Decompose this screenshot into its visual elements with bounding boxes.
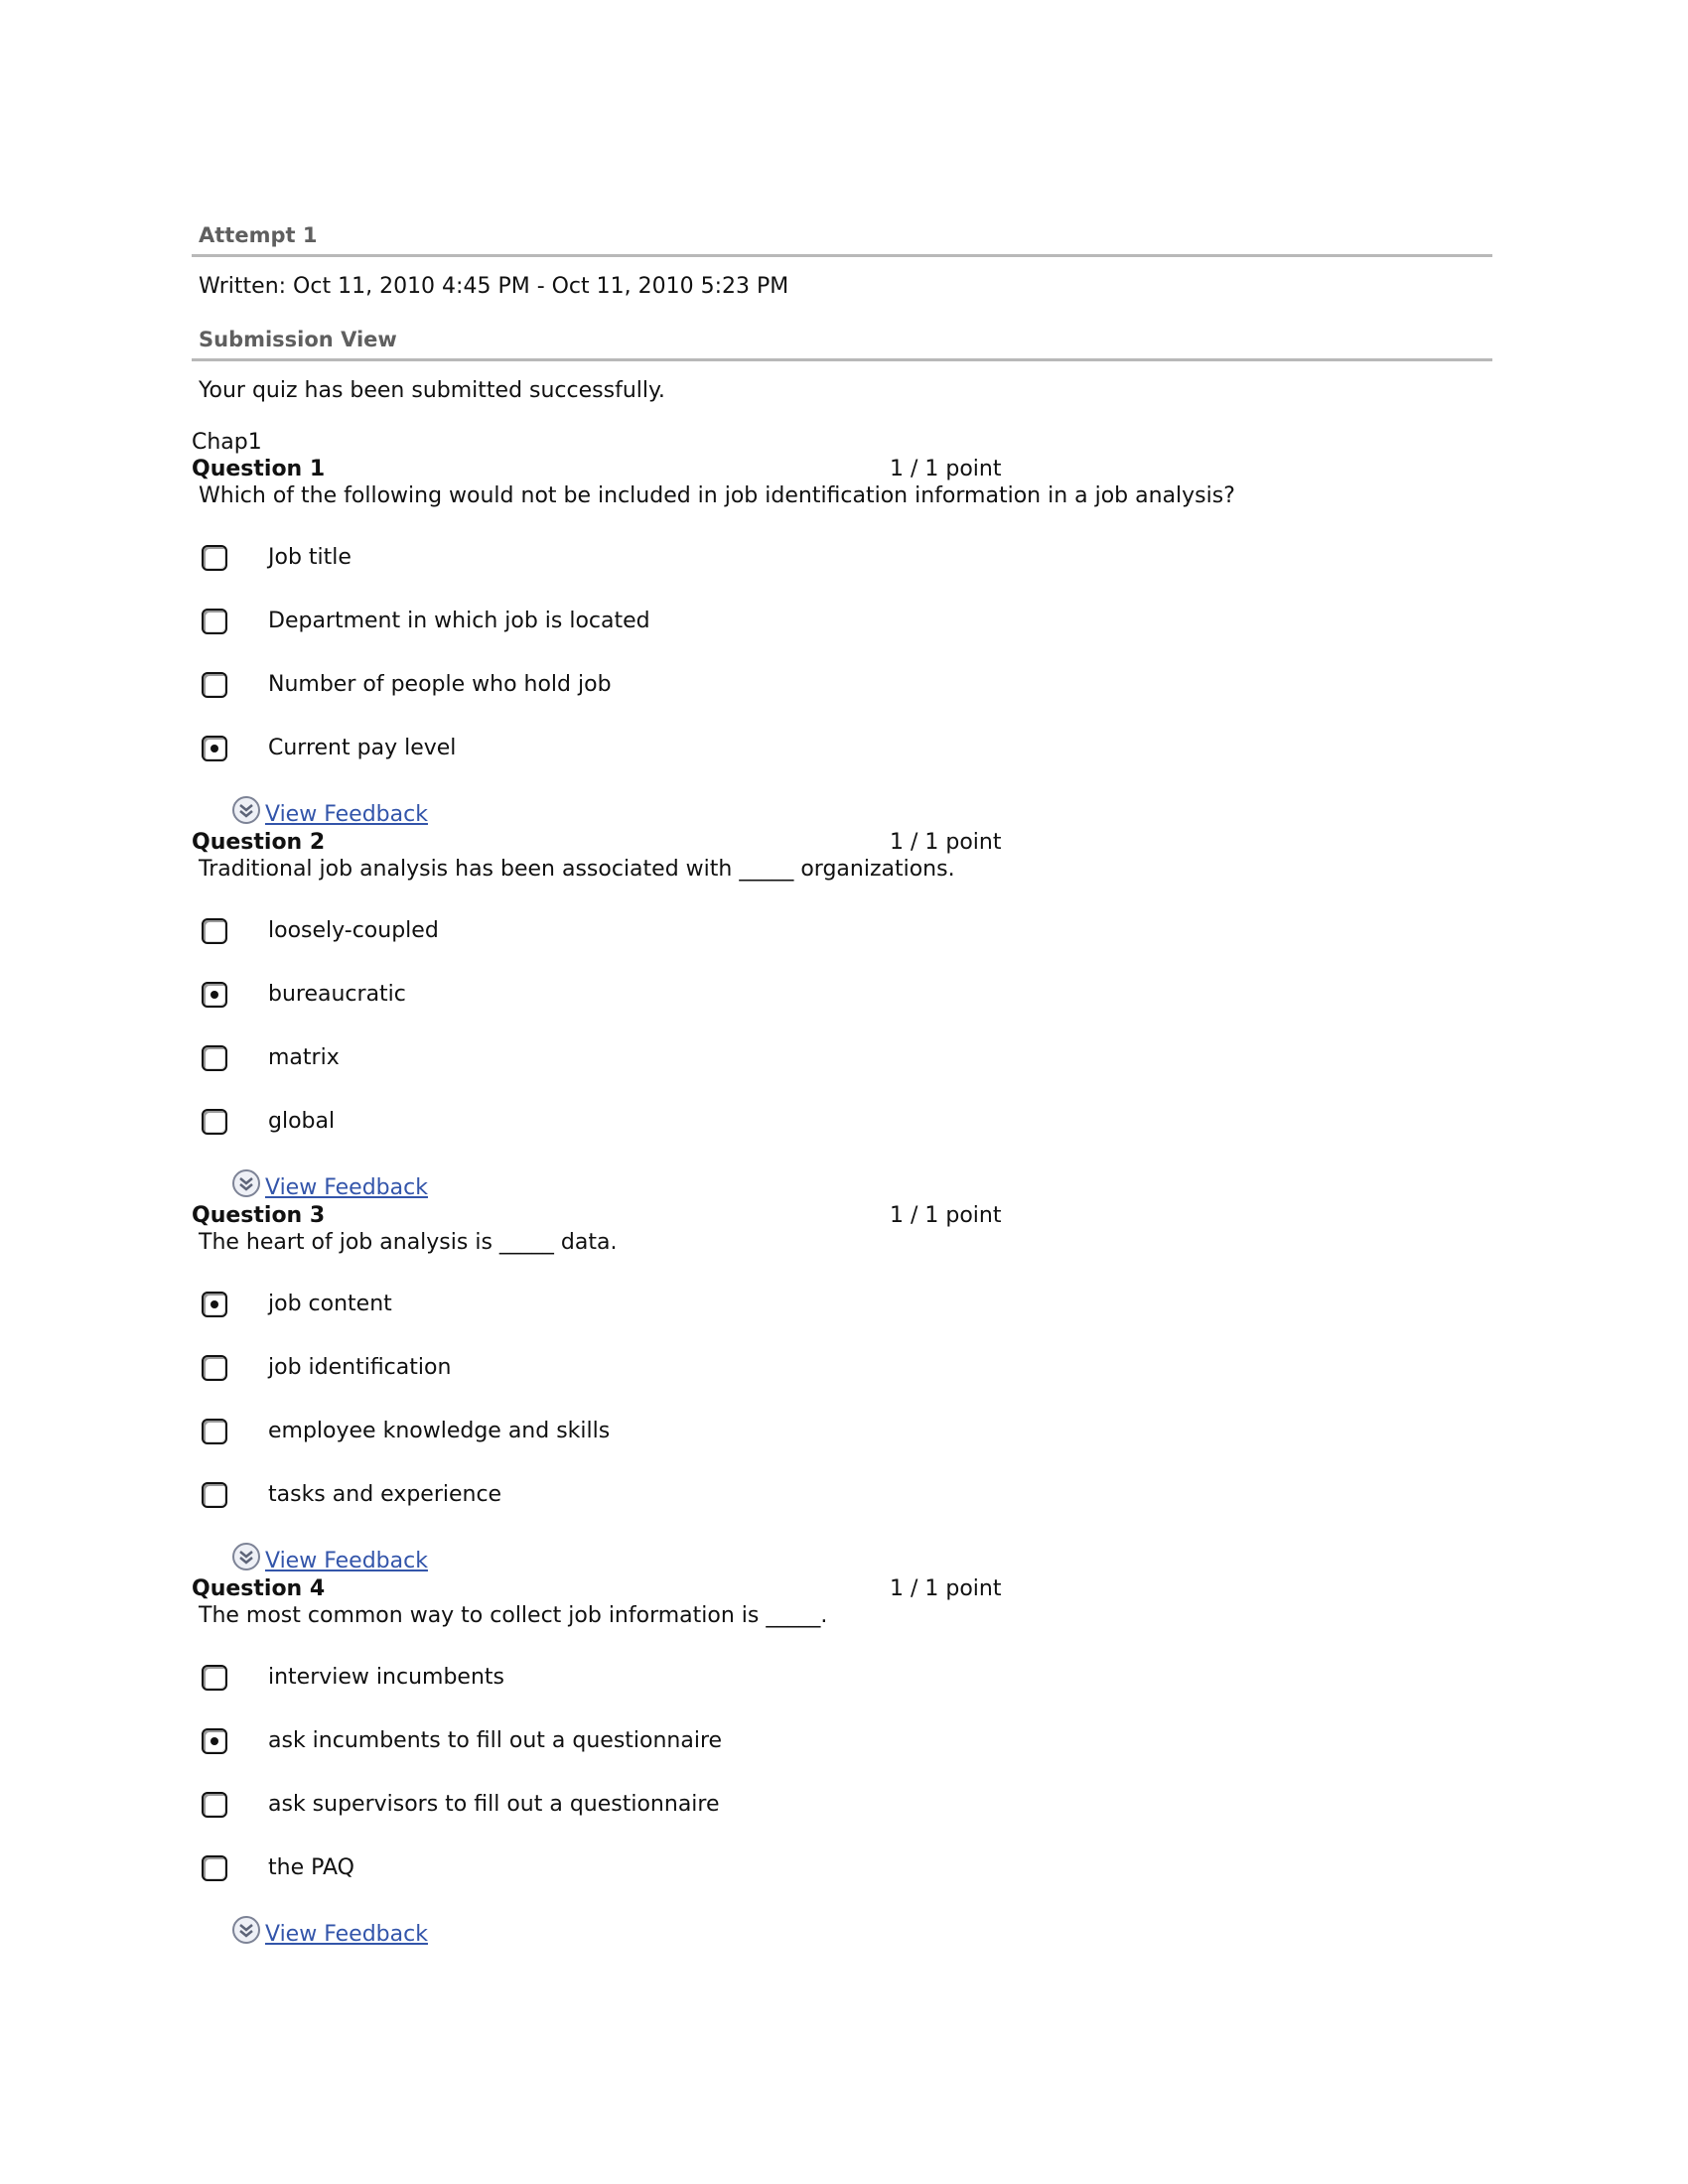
attempt-title: Attempt 1 (199, 223, 318, 247)
answer-label: Current pay level (268, 736, 457, 760)
question-score: 1 / 1 point (890, 1203, 1002, 1228)
answer-option (192, 1849, 1492, 1913)
answer-label: tasks and experience (268, 1482, 502, 1507)
view-feedback-link[interactable]: View Feedback (265, 1922, 428, 1947)
question-text: Which of the following would not be included in job identification information in a job analysis? (199, 483, 1235, 508)
attempt-divider (192, 254, 1492, 257)
question-text: The most common way to collect job information is _____. (199, 1603, 828, 1628)
answer-option (192, 730, 1492, 793)
answer-label: matrix (268, 1045, 340, 1070)
view-feedback-row (192, 1913, 1492, 1949)
chevron-down-circle-icon[interactable] (231, 1542, 261, 1571)
radio-unselected-icon[interactable] (202, 1792, 227, 1818)
question-label: Question 1 (192, 457, 326, 481)
answer-option (192, 1103, 1492, 1166)
quiz-submission-page (192, 220, 1492, 1949)
quiz-name: Chap1 (192, 430, 262, 455)
answer-label: job content (268, 1292, 392, 1316)
radio-unselected-icon[interactable] (202, 1355, 227, 1381)
question-score: 1 / 1 point (890, 830, 1002, 855)
question-label: Question 2 (192, 830, 326, 855)
view-feedback-link[interactable]: View Feedback (265, 1175, 428, 1200)
radio-selected-icon[interactable] (202, 982, 227, 1008)
view-feedback-row (192, 1166, 1492, 1202)
question-text: Traditional job analysis has been associated with _____ organizations. (199, 857, 955, 882)
question-block (192, 1202, 1492, 1575)
radio-unselected-icon[interactable] (202, 609, 227, 634)
question-text: The heart of job analysis is _____ data. (199, 1230, 618, 1255)
answer-option (192, 666, 1492, 730)
radio-unselected-icon[interactable] (202, 672, 227, 698)
answer-option (192, 539, 1492, 603)
answer-label: the PAQ (268, 1855, 354, 1880)
answer-option (192, 1039, 1492, 1103)
question-score: 1 / 1 point (890, 1576, 1002, 1601)
radio-selected-icon[interactable] (202, 736, 227, 761)
radio-unselected-icon[interactable] (202, 1419, 227, 1444)
answer-option (192, 1722, 1492, 1786)
answer-option (192, 976, 1492, 1039)
question-header (192, 456, 1492, 482)
question-list (192, 456, 1492, 1949)
question-header (192, 1575, 1492, 1602)
answer-label: job identification (268, 1355, 452, 1380)
answer-list (192, 1286, 1492, 1540)
answer-label: Department in which job is located (268, 609, 650, 633)
answer-label: Job title (268, 545, 352, 570)
chevron-down-circle-icon[interactable] (231, 795, 261, 825)
radio-unselected-icon[interactable] (202, 1482, 227, 1508)
answer-option (192, 1659, 1492, 1722)
submission-success-message: Your quiz has been submitted successfully. (199, 378, 665, 403)
answer-label: Number of people who hold job (268, 672, 612, 697)
answer-option (192, 1786, 1492, 1849)
view-feedback-row (192, 1540, 1492, 1575)
question-header (192, 1202, 1492, 1229)
answer-option (192, 1349, 1492, 1413)
radio-unselected-icon[interactable] (202, 1855, 227, 1881)
answer-list (192, 912, 1492, 1166)
view-feedback-link[interactable]: View Feedback (265, 1549, 428, 1573)
answer-list (192, 539, 1492, 793)
answer-label: global (268, 1109, 336, 1134)
answer-label: ask incumbents to fill out a questionnaire (268, 1728, 723, 1753)
question-score: 1 / 1 point (890, 457, 1002, 481)
question-block (192, 829, 1492, 1202)
answer-option (192, 603, 1492, 666)
answer-option (192, 1476, 1492, 1540)
answer-option (192, 1413, 1492, 1476)
question-header (192, 829, 1492, 856)
answer-label: employee knowledge and skills (268, 1419, 611, 1443)
radio-selected-icon[interactable] (202, 1292, 227, 1317)
chevron-down-circle-icon[interactable] (231, 1915, 261, 1945)
question-block (192, 456, 1492, 829)
radio-unselected-icon[interactable] (202, 918, 227, 944)
radio-unselected-icon[interactable] (202, 545, 227, 571)
answer-label: interview incumbents (268, 1665, 504, 1690)
question-block (192, 1575, 1492, 1949)
view-feedback-link[interactable]: View Feedback (265, 802, 428, 827)
radio-unselected-icon[interactable] (202, 1109, 227, 1135)
answer-label: loosely-coupled (268, 918, 439, 943)
answer-option (192, 912, 1492, 976)
submission-view-title: Submission View (199, 328, 397, 351)
submission-divider (192, 358, 1492, 361)
answer-label: bureaucratic (268, 982, 406, 1007)
question-label: Question 3 (192, 1203, 326, 1228)
question-label: Question 4 (192, 1576, 326, 1601)
answer-label: ask supervisors to fill out a questionnaire (268, 1792, 720, 1817)
chevron-down-circle-icon[interactable] (231, 1168, 261, 1198)
written-timestamp: Written: Oct 11, 2010 4:45 PM - Oct 11, 2010 5:23 PM (199, 274, 789, 299)
radio-selected-icon[interactable] (202, 1728, 227, 1754)
view-feedback-row (192, 793, 1492, 829)
radio-unselected-icon[interactable] (202, 1045, 227, 1071)
answer-option (192, 1286, 1492, 1349)
answer-list (192, 1659, 1492, 1913)
radio-unselected-icon[interactable] (202, 1665, 227, 1691)
